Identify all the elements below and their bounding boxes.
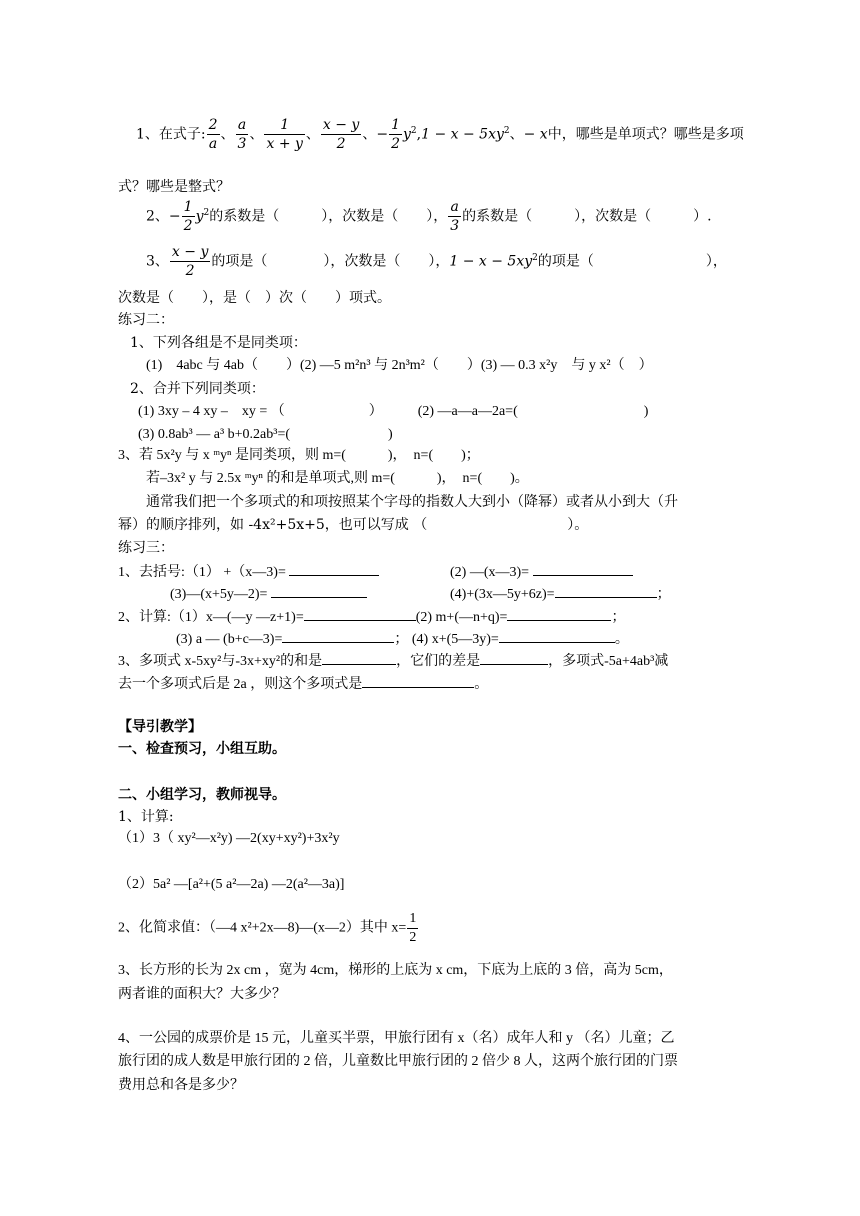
q2-line: 2、− $\frac{1}{2}$ $y^2$的系数是（ ），次数是（ ）， $\frac{a}{3}$ 的系数是（ ），次数是（ ）. <box>146 199 712 234</box>
blank <box>555 583 657 598</box>
ex3-c1: 3、多项式 x-5xy²与-3x+xy²的和是 ，它们的差是 ，多项式-5a+4ab³减 <box>118 650 668 671</box>
q1-prefix: 1、在式子: <box>136 126 206 143</box>
ex2-s2: 2、合并下列同类项： <box>130 381 265 397</box>
blank <box>507 606 611 621</box>
frac-1-over-2: $\frac{1}{2}$ <box>391 117 400 152</box>
ex2-title: 练习二： <box>118 312 174 328</box>
frac-a-over-3: $\frac{a}{3}$ <box>237 117 247 152</box>
ex3-a2b: (4)+(3x—5y+6z)= ； <box>450 583 671 604</box>
ex2-s4-b: 幂）的顺序排列，如 -4x²+5x+5，也可以写成 （ ）。 <box>118 517 589 533</box>
ex2-s2-b: (3) 0.8ab³ — a³ b+0.2ab³=( ) <box>138 427 393 442</box>
q2-frac-1-over-2: $\frac{1}{2}$ <box>183 199 193 234</box>
guide-p3a: 3、长方形的长为 2x cm ，宽为 4cm，梯形的上底为 x cm，下底为上底的 3 倍，高为 5cm， <box>118 963 673 978</box>
ex3-title: 练习三： <box>118 540 174 556</box>
ex2-s1-items: (1) 4abc 与 4ab（ ）(2) —5 m²n³ 与 2n³m²（ ）(3) — 0.3 x²y 与 y x²（ ） <box>146 358 653 373</box>
guide-header: 【导引教学】 <box>118 719 202 735</box>
blank <box>362 673 474 688</box>
frac-x-minus-y-over-2: $\frac{x - y}{2}$ <box>322 117 360 152</box>
guide-h2: 二、小组学习，教师视导。 <box>118 787 286 803</box>
frac-1-over-2: $\frac{1}{2}$ <box>409 911 417 945</box>
ex3-b2: (3) a — (b+c—3)= ； (4) x+(5—3y)= 。 <box>176 628 629 649</box>
ex2-s4: 通常我们把一个多项式的和项按照某个字母的指数人大到小（降幂）或者从小到大（升 <box>146 494 678 510</box>
guide-h1: 一、检查预习，小组互助。 <box>118 741 286 757</box>
q1-line: 1、在式子: $\frac{2}{a}$ 、 $\frac{a}{3}$ 、 $\frac{1}{x + y}$ 、 $\frac{x - y}{2}$ 、− $\frac{1}{2}$ $y^2,1 - x - 5xy^2$、− x中，哪些是单项式？哪些是多项 <box>136 117 744 152</box>
q3-frac-x-minus-y-over-2: $\frac{x - y}{2}$ <box>171 244 209 279</box>
blank <box>480 650 548 665</box>
ex2-s3: 3、若 5x²y 与 x ᵐyⁿ 是同类项，则 m=( )， n=( )； <box>118 448 480 463</box>
guide-p1b: （2）5a² —[a²+(5 a²—2a) —2(a²—3a)] <box>118 877 345 892</box>
blank <box>282 628 394 643</box>
ex3-a1: 1、去括号:（1） +（x—3)= <box>118 561 379 582</box>
blank <box>499 628 615 643</box>
guide-p1: 1、计算: <box>118 809 174 825</box>
guide-p3b: 两者谁的面积大？大多少？ <box>118 986 286 1002</box>
q3-line2: 次数是（ ），是（ ）次（ ）项式。 <box>118 290 391 306</box>
ex2-s3-b: 若–3x² y 与 2.5x ᵐyⁿ 的和是单项式,则 m=( )， n=( )。 <box>146 471 529 486</box>
q2-frac-a-over-3: $\frac{a}{3}$ <box>450 199 460 234</box>
guide-p4b: 旅行团的成人数是甲旅行团的 2 倍，儿童数比甲旅行团的 2 倍少 8 人，这两个旅行团的门票 <box>118 1054 678 1069</box>
blank <box>533 561 633 576</box>
blank <box>304 606 416 621</box>
blank <box>271 583 367 598</box>
ex2-s2-a: (1) 3xy – 4 xy – xy = （ ） (2) —a—a—2a=( ) <box>138 404 649 419</box>
ex2-s1: 1、下列各组是不是同类项： <box>130 335 307 351</box>
guide-p4c: 费用总和各是多少？ <box>118 1077 244 1093</box>
frac-2-over-a: $\frac{2}{a}$ <box>208 117 218 152</box>
q1-tail-expr: 1 − x − 5xy <box>421 126 504 143</box>
guide-p4a: 4、一公园的成票价是 15 元，儿童买半票，甲旅行团有 x（名）成年人和 y （名）儿童；乙 <box>118 1031 675 1046</box>
frac-1-over-x-plus-y: $\frac{1}{x + y}$ <box>266 117 303 152</box>
q1-line2: 式？哪些是整式？ <box>118 179 230 195</box>
ex3-a2: (3)—(x+5y—2)= <box>170 583 367 604</box>
blank <box>289 561 379 576</box>
q3-line: 3、 $\frac{x - y}{2}$ 的项是（ ），次数是（ ），$1 - x - 5xy^2$的项是（ ）， <box>146 244 727 279</box>
ex3-c2: 去一个多项式后是 2a ，则这个多项式是 。 <box>118 673 488 694</box>
guide-p2: 2、化简求值：（—4 x²+2x—8)—(x—2）其中 x= $\frac{1}{2}$ <box>118 911 417 945</box>
q1-suffix: 中，哪些是单项式？哪些是多项 <box>547 126 744 143</box>
blank <box>322 650 396 665</box>
ex3-a1b: (2) —(x—3)= <box>450 561 633 582</box>
ex3-b1: 2、计算:（1）x—(—y —z+1)= (2) m+(—n+q)= ； <box>118 606 625 627</box>
guide-p1a: （1）3（ xy²—x²y) —2(xy+xy²)+3x²y <box>118 831 340 846</box>
